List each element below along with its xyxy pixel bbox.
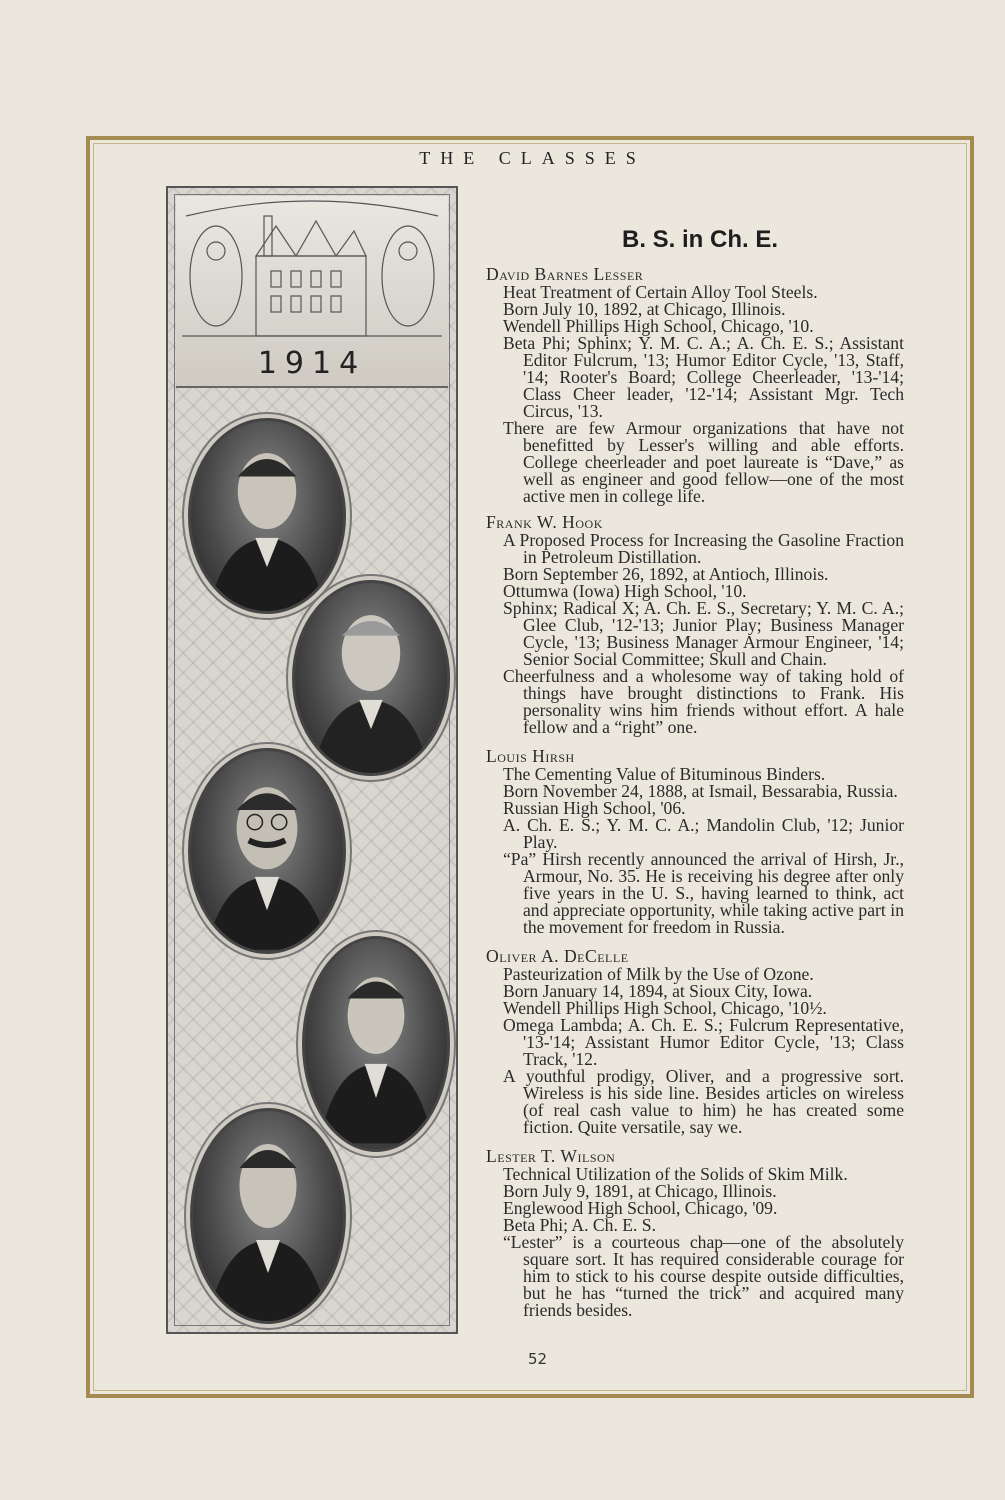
portrait-lester-wilson [190, 1108, 346, 1324]
activities: Beta Phi; Sphinx; Y. M. C. A.; A. Ch. E. S.; Assistant Editor Fulcrum, '13; Humor Editor Cycle, '13, Staff, '14; Rooter's Board; College Cheerleader, '13-'14; Class Cheer leader, '12-'14; Assistant Mgr. Tech Circus, '13. [503, 333, 904, 421]
birth-info: Born September 26, 1892, at Antioch, Illinois. [503, 564, 829, 584]
high-school: Ottumwa (Iowa) High School, '10. [503, 581, 747, 601]
comment: “Pa” Hirsh recently announced the arrival of Hirsh, Jr., Armour, No. 35. He is receiving his degree after only five years in the U. S., having learned to think, act and appreciate opportunity, while taking active part in the movement for freedom in Russia. [503, 849, 904, 937]
student-name: Lester T. Wilson [486, 1146, 616, 1166]
high-school: Wendell Phillips High School, Chicago, '10½. [503, 998, 827, 1018]
student-name: Frank W. Hook [486, 512, 603, 532]
page-number: 52 [527, 1350, 548, 1368]
high-school: Englewood High School, Chicago, '09. [503, 1198, 778, 1218]
comment: There are few Armour organizations that have not benefitted by Lesser's willing and able efforts. College cheerleader and poet laureate is “Dave,” as well as engineer and good fellow—one of the most active men in college life. [503, 418, 904, 506]
thesis-title: The Cementing Value of Bituminous Binders. [503, 764, 826, 784]
birth-info: Born November 24, 1888, at Ismail, Bessarabia, Russia. [503, 781, 898, 801]
high-school: Russian High School, '06. [503, 798, 686, 818]
high-school: Wendell Phillips High School, Chicago, '10. [503, 316, 814, 336]
birth-info: Born January 14, 1894, at Sioux City, Iowa. [503, 981, 813, 1001]
student-entry [486, 1148, 904, 1319]
comment: A youthful prodigy, Oliver, and a progressive sort. Wireless is his side line. Besides articles on wireless (of real cash value to him) he has created some fiction. Quite versatile, say we. [503, 1066, 904, 1137]
comment: “Lester” is a courteous chap—one of the absolutely square sort. It has required considerable courage for him to stick to his course despite outside difficulties, but he has “turned the trick” and acquired many friends besides. [503, 1232, 904, 1320]
student-name: Oliver A. DeCelle [486, 946, 629, 966]
portrait-david-lesser [188, 418, 346, 614]
portrait-oliver-decelle [302, 936, 450, 1152]
running-head: THE CLASSES [419, 148, 646, 168]
student-entry [486, 266, 904, 505]
student-name: Louis Hirsh [486, 746, 575, 766]
student-entry [486, 514, 904, 736]
thesis-title: Pasteurization of Milk by the Use of Ozone. [503, 964, 814, 984]
comment: Cheerfulness and a wholesome way of taking hold of things have brought distinctions to Frank. His personality wins him friends without effort. A hale fellow and a “right” one. [503, 666, 904, 737]
campus-illustration [176, 196, 448, 388]
portrait-louis-hirsh [188, 748, 346, 954]
thesis-title: Technical Utilization of the Solids of Skim Milk. [503, 1164, 848, 1184]
thesis-title: Heat Treatment of Certain Alloy Tool Steels. [503, 282, 818, 302]
activities: A. Ch. E. S.; Y. M. C. A.; Mandolin Club, '12; Junior Play. [503, 815, 904, 852]
birth-info: Born July 10, 1892, at Chicago, Illinois. [503, 299, 786, 319]
student-entry [486, 748, 904, 936]
student-entry [486, 948, 904, 1136]
birth-info: Born July 9, 1891, at Chicago, Illinois. [503, 1181, 777, 1201]
thesis-title: A Proposed Process for Increasing the Gasoline Fraction in Petroleum Distillation. [503, 530, 904, 567]
yearbook-year: 1914 [257, 346, 367, 381]
activities: Omega Lambda; A. Ch. E. S.; Fulcrum Representative, '13-'14; Assistant Humor Editor Cycle, '13; Class Track, '12. [503, 1015, 904, 1069]
portrait-frank-hook [292, 580, 450, 776]
activities: Sphinx; Radical X; A. Ch. E. S., Secretary; Y. M. C. A.; Glee Club, '12-'13; Junior Play; Business Manager Cycle, '13; Business Manager Armour Engineer, '14; Senior Social Committee; Skull and Chain. [503, 598, 904, 669]
portrait-panel [166, 186, 458, 1334]
student-name: David Barnes Lesser [486, 264, 644, 284]
activities: Beta Phi; A. Ch. E. S. [503, 1215, 656, 1235]
section-heading: B. S. in Ch. E. [621, 226, 778, 253]
